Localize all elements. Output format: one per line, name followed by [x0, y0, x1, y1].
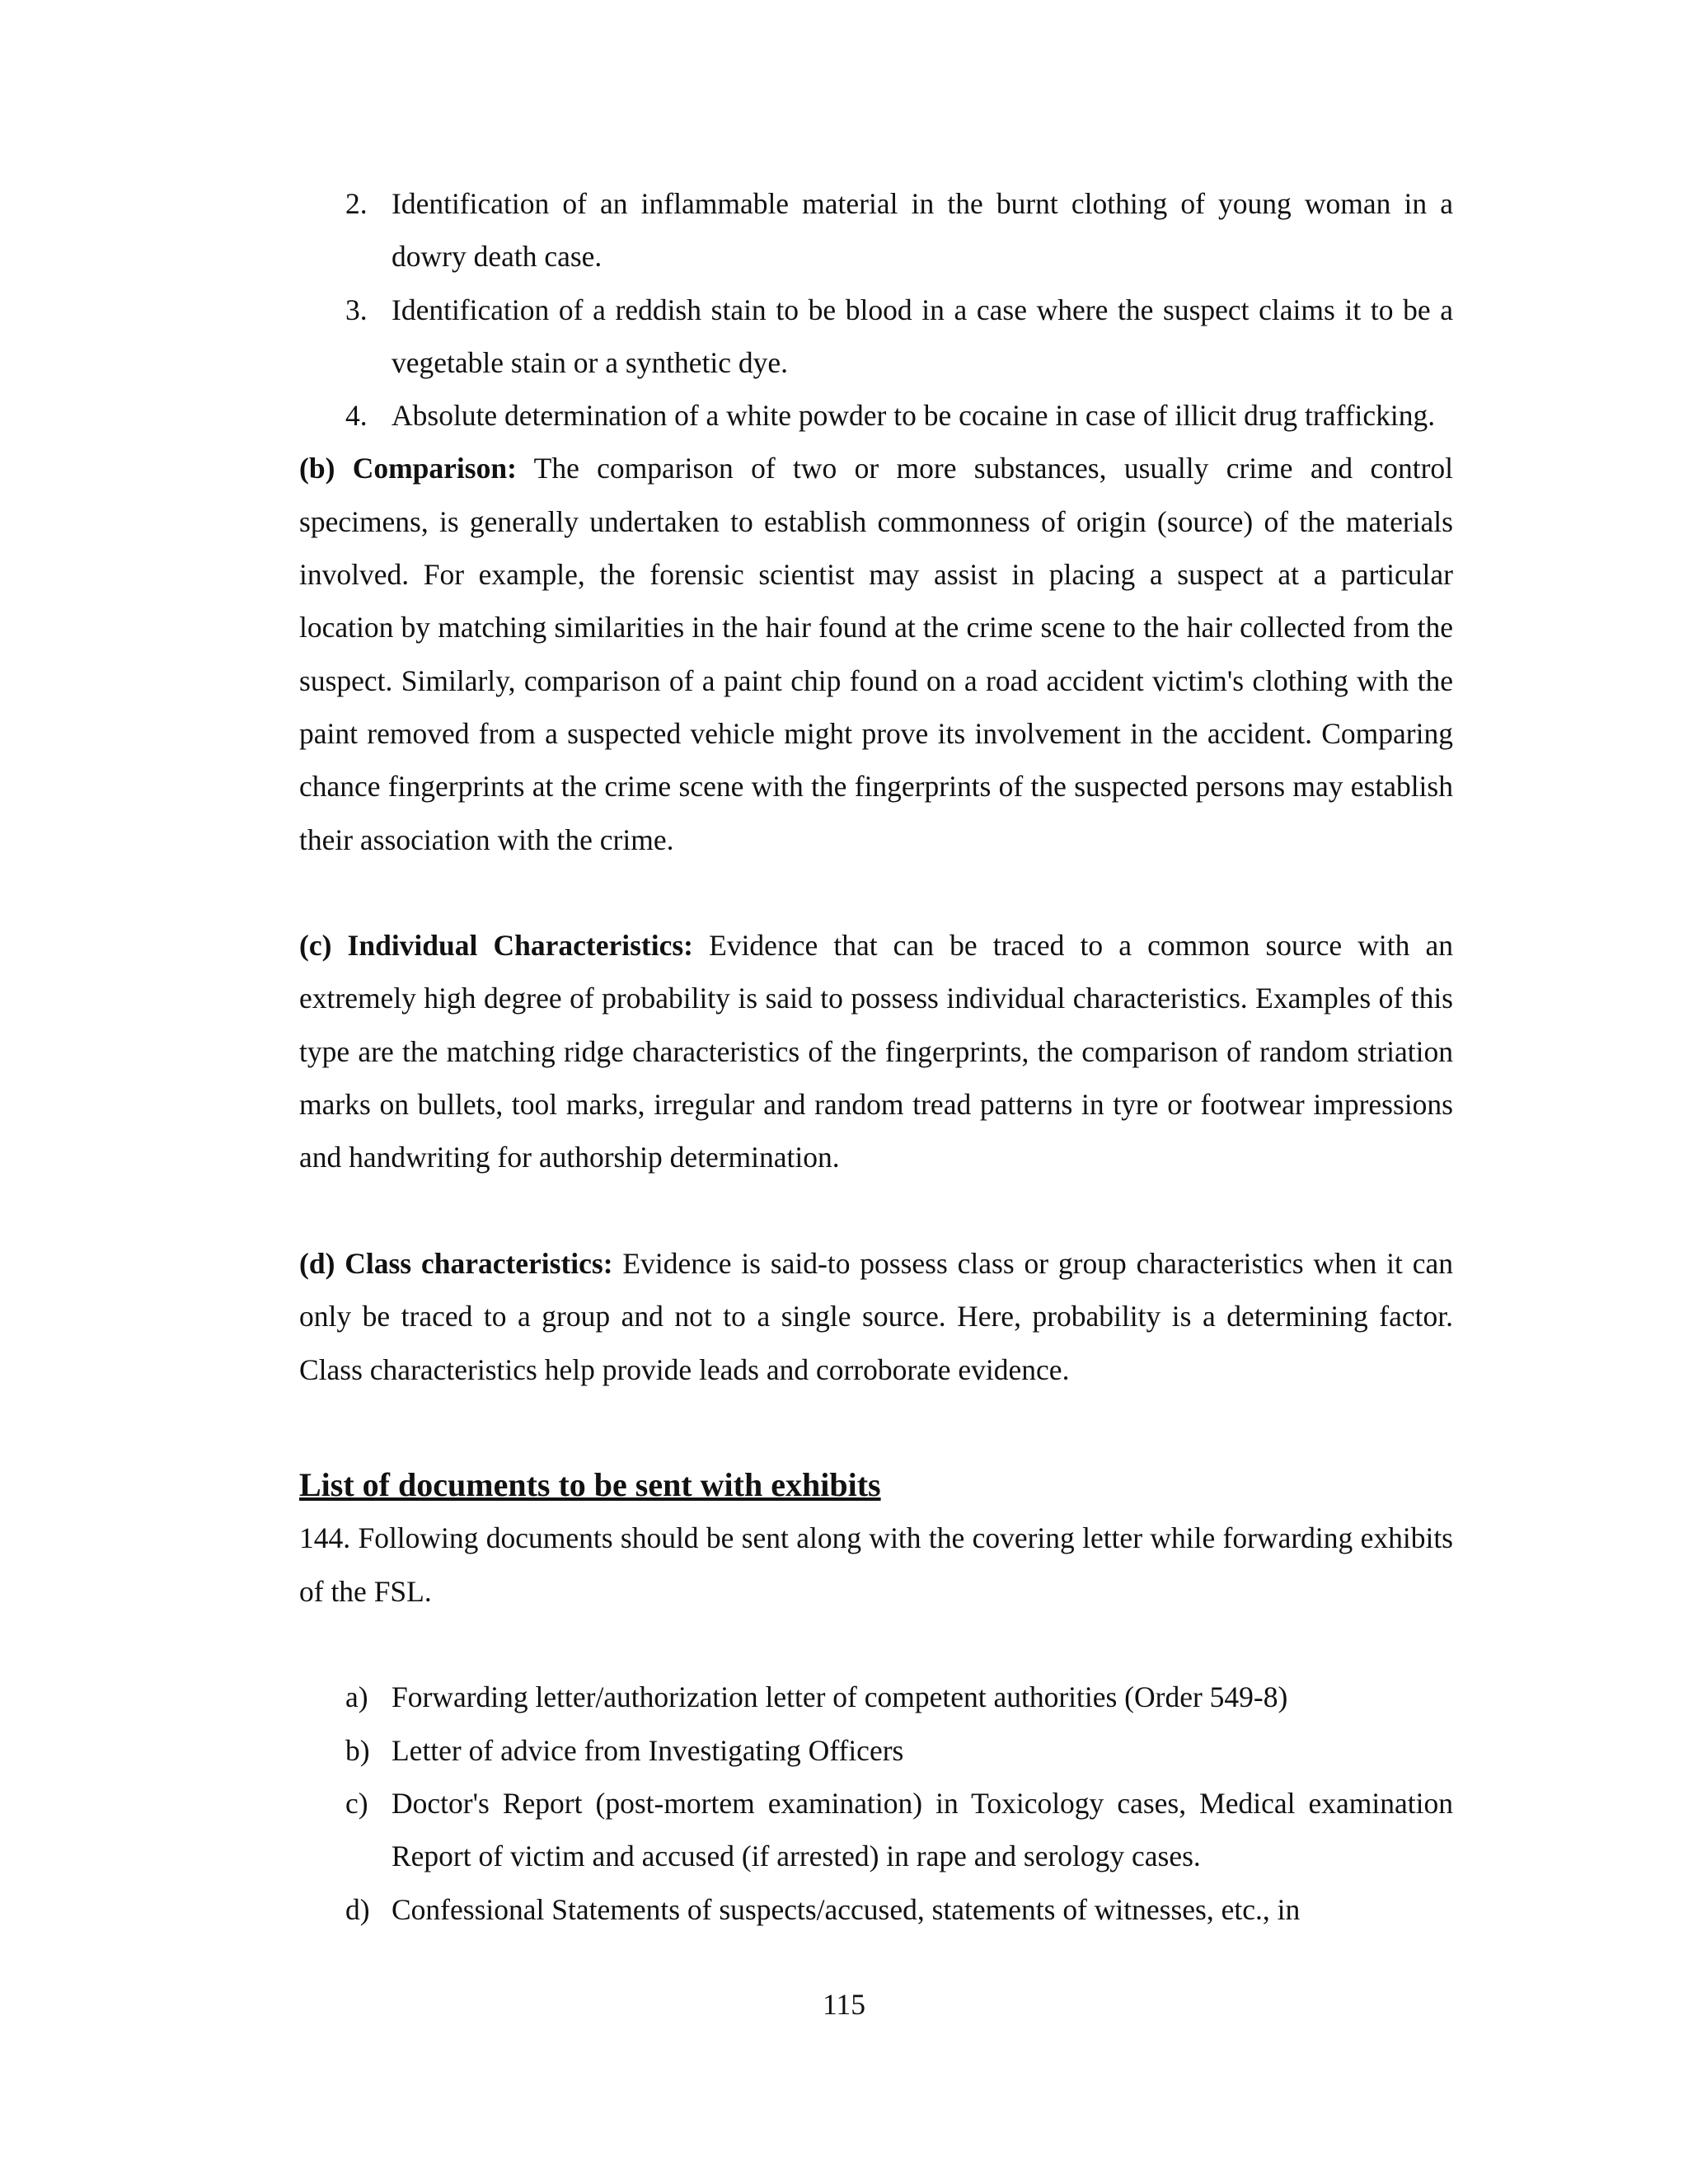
document-page: [299, 177, 1453, 1936]
individual-characteristics-label: (c) Individual Characteristics:: [299, 929, 694, 963]
comparison-text: The comparison of two or more substances, usually crime and control specimens, is generally undertaken to establish commonness of origin (source) of the materials involved. For example, the forensic scientist may assist in placing a suspect at a particular location by matching similarities in the hair found at the crime scene to the hair collected from the suspect. Similarly, comparison of a paint chip found on a road accident victim's clothing with the paint removed from a suspected vehicle might prove its involvement in the accident. Comparing chance fingerprints at the crime scene with the fingerprints of the suspected persons may establish their association with the crime.: [299, 452, 1454, 856]
list-item-text: Forwarding letter/authorization letter of competent authorities (Order 549-8): [392, 1680, 1288, 1714]
list-item: [299, 1724, 1453, 1777]
comparison-label: (b) Comparison:: [299, 452, 517, 485]
list-marker: d): [345, 1892, 370, 1926]
list-item: [299, 1777, 1453, 1883]
list-item: [299, 1671, 1453, 1723]
list-marker: 2.: [345, 187, 368, 220]
list-marker: c): [345, 1786, 368, 1820]
class-characteristics-text: Evidence is said-to possess class or group characteristics when it can only be traced to a group and not to a single source. Here, probability is a determining factor. Class characteristics help provide leads and corroborate evidence.: [299, 1246, 1453, 1386]
list-item-text: Confessional Statements of suspects/accused, statements of witnesses, etc., in: [392, 1892, 1301, 1926]
section-intro: 144. Following documents should be sent along with the covering letter while forwarding exhibits of the FSL.: [299, 1521, 1453, 1608]
list-item-text: Letter of advice from Investigating Officers: [392, 1733, 904, 1767]
section-heading: List of documents to be sent with exhibits: [299, 1466, 881, 1504]
list-marker: b): [345, 1733, 370, 1767]
paragraph-gap: [299, 1618, 1453, 1671]
class-characteristics-label: (d) Class characteristics:: [299, 1246, 613, 1280]
individual-characteristics-paragraph: [299, 919, 1453, 1183]
list-item: [299, 1883, 1453, 1936]
list-item: [299, 284, 1453, 390]
class-characteristics-paragraph: [299, 1237, 1453, 1396]
comparison-paragraph: [299, 442, 1453, 865]
paragraph-gap: [299, 1184, 1453, 1237]
individual-characteristics-text: Evidence that can be traced to a common source with an extremely high degree of probability is said to possess individual characteristics. Examples of this type are the matching ridge characteristics of the fingerprints, the comparison of random striation marks on bullets, tool marks, irregular and random tread patterns in tyre or footwear impressions and handwriting for authorship determination.: [299, 929, 1453, 1174]
list-marker: 4.: [345, 399, 368, 433]
list-marker: a): [345, 1680, 368, 1714]
documents-list: [299, 1671, 1453, 1935]
list-item-text: Doctor's Report (post-mortem examination) in Toxicology cases, Medical examination Report of victim and accused (if arrested) in rape and serology cases.: [392, 1786, 1453, 1873]
list-item-text: Identification of a reddish stain to be blood in a case where the suspect claims it to be a vegetable stain or a synthetic dye.: [392, 293, 1453, 379]
paragraph-gap: [299, 866, 1453, 919]
paragraph-gap: [299, 1396, 1453, 1449]
identification-list: [299, 177, 1453, 442]
list-item-text: Absolute determination of a white powder to be cocaine in case of illicit drug trafficking.: [392, 399, 1436, 433]
list-marker: 3.: [345, 293, 368, 326]
list-item-text: Identification of an inflammable material in the burnt clothing of young woman in a dowry death case.: [392, 187, 1453, 274]
page-number: 115: [823, 1988, 865, 2021]
list-item: [299, 177, 1453, 284]
list-item: [299, 389, 1453, 442]
